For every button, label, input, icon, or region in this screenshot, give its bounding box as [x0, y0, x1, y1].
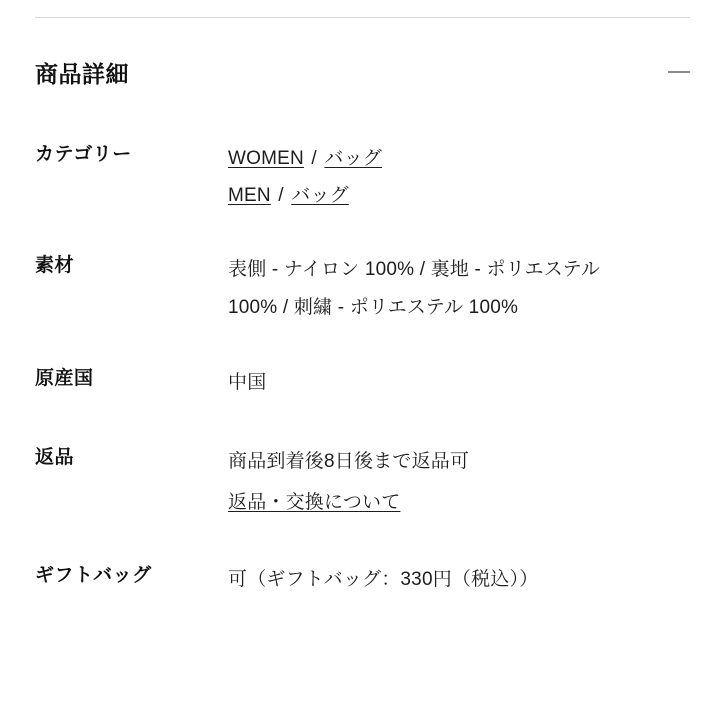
detail-row-gift-bag: [35, 561, 695, 598]
detail-label-return: 返品: [35, 447, 75, 469]
detail-label-gift-bag: ギフトバッグ: [35, 565, 152, 587]
return-policy-text: 商品到着後8日後まで返品可: [228, 451, 470, 473]
detail-label-category: カテゴリー: [35, 144, 132, 165]
category-separator-women: /: [305, 148, 323, 169]
detail-value-gift-bag: [228, 561, 695, 598]
detail-row-category: [35, 140, 695, 214]
detail-value-material: [228, 251, 695, 327]
return-policy-link-wrap: [228, 484, 695, 521]
country-value: 中国: [228, 372, 267, 394]
minus-icon[interactable]: [668, 61, 690, 83]
page-title: 商品詳細: [35, 60, 129, 87]
detail-label-country: 原産国: [35, 368, 94, 390]
product-details-header[interactable]: [35, 50, 690, 94]
top-divider: [35, 17, 690, 18]
detail-row-material: [35, 251, 695, 327]
detail-label-material: 素材: [35, 255, 75, 277]
category-link-men-bag[interactable]: バッグ: [291, 185, 349, 207]
details-table: [35, 140, 695, 598]
material-line-1: 表側 - ナイロン 100% / 裏地 - ポリエステル: [228, 259, 601, 281]
material-line-2: 100% / 刺繍 - ポリエステル 100%: [228, 297, 519, 319]
category-link-men[interactable]: MEN: [228, 185, 271, 207]
category-link-women-bag[interactable]: バッグ: [324, 148, 382, 169]
detail-row-return: [35, 443, 695, 521]
category-separator-men: /: [272, 185, 290, 207]
category-line-men: [228, 177, 695, 214]
gift-bag-value: 可（ギフトバッグ：330円（税込））: [228, 569, 539, 591]
detail-row-country: [35, 364, 695, 401]
detail-value-return: [228, 443, 695, 521]
return-policy-link[interactable]: 返品・交換について: [228, 492, 401, 514]
detail-value-country: [228, 364, 695, 401]
category-link-women[interactable]: WOMEN: [228, 148, 304, 169]
category-line-women: [228, 140, 695, 177]
detail-value-category: [228, 140, 695, 214]
